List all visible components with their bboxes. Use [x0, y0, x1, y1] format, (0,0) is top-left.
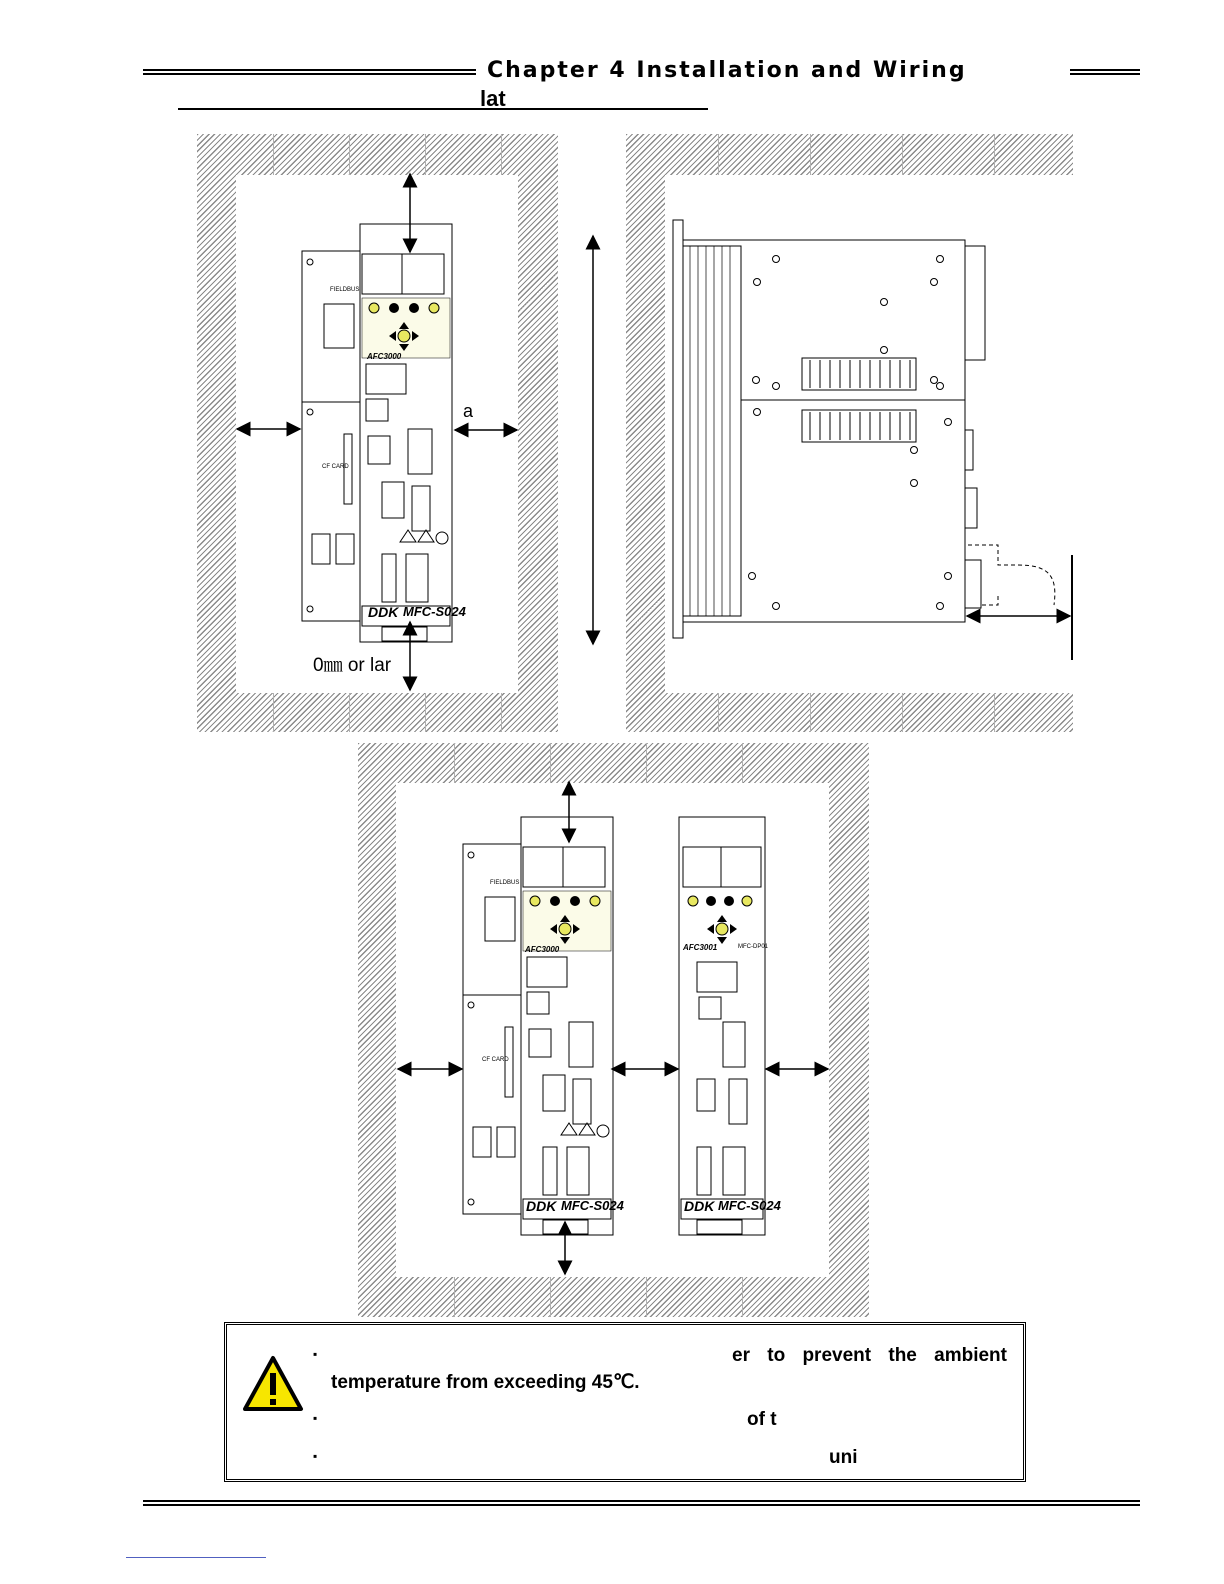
caution-line-1: er to prevent the ambient — [732, 1345, 1007, 1366]
fieldbus-label-top: FIELDBUS — [330, 287, 360, 293]
fieldbus-label-bottom: FIELDBUS — [490, 880, 520, 886]
section-title: lat — [480, 86, 506, 111]
clearance-bottom-label: 0㎜ or lar — [311, 650, 393, 677]
bullet-3: ▪ — [313, 1449, 318, 1463]
footer-rule — [143, 1500, 1140, 1506]
panel-model-single: AFC3001 — [683, 943, 718, 952]
cf-card-label-bottom: CF CARD — [482, 1057, 509, 1063]
panel-code-single: MFC-DP01 — [738, 944, 769, 950]
unit-brand-top: DDK — [368, 604, 399, 620]
footer-link-underline — [126, 1557, 266, 1558]
bullet-2: ▪ — [313, 1411, 318, 1425]
caution-line-1-cont: temperature from exceeding 45℃. — [331, 1372, 640, 1393]
unit-brand-single: DDK — [684, 1198, 715, 1214]
caution-line-2: of t — [747, 1409, 777, 1430]
caution-box — [224, 1322, 1026, 1482]
caution-line-3: uni — [829, 1447, 858, 1468]
clearance-side-label: a — [463, 401, 474, 421]
unit-brand-bottom: DDK — [526, 1198, 557, 1214]
chapter-title: Chapter 4 Installation and Wiring — [487, 58, 967, 83]
panel-model-top: AFC3000 — [367, 352, 402, 361]
unit-model-bottom: MFC-S024 — [561, 1198, 624, 1213]
bullet-1: ▪ — [313, 1347, 318, 1361]
unit-model-top: MFC-S024 — [403, 604, 466, 619]
panel-model-bottom: AFC3000 — [525, 945, 560, 954]
unit-model-single: MFC-S024 — [718, 1198, 781, 1213]
cf-card-label-top: CF CARD — [322, 464, 349, 470]
warning-icon — [242, 1355, 304, 1413]
